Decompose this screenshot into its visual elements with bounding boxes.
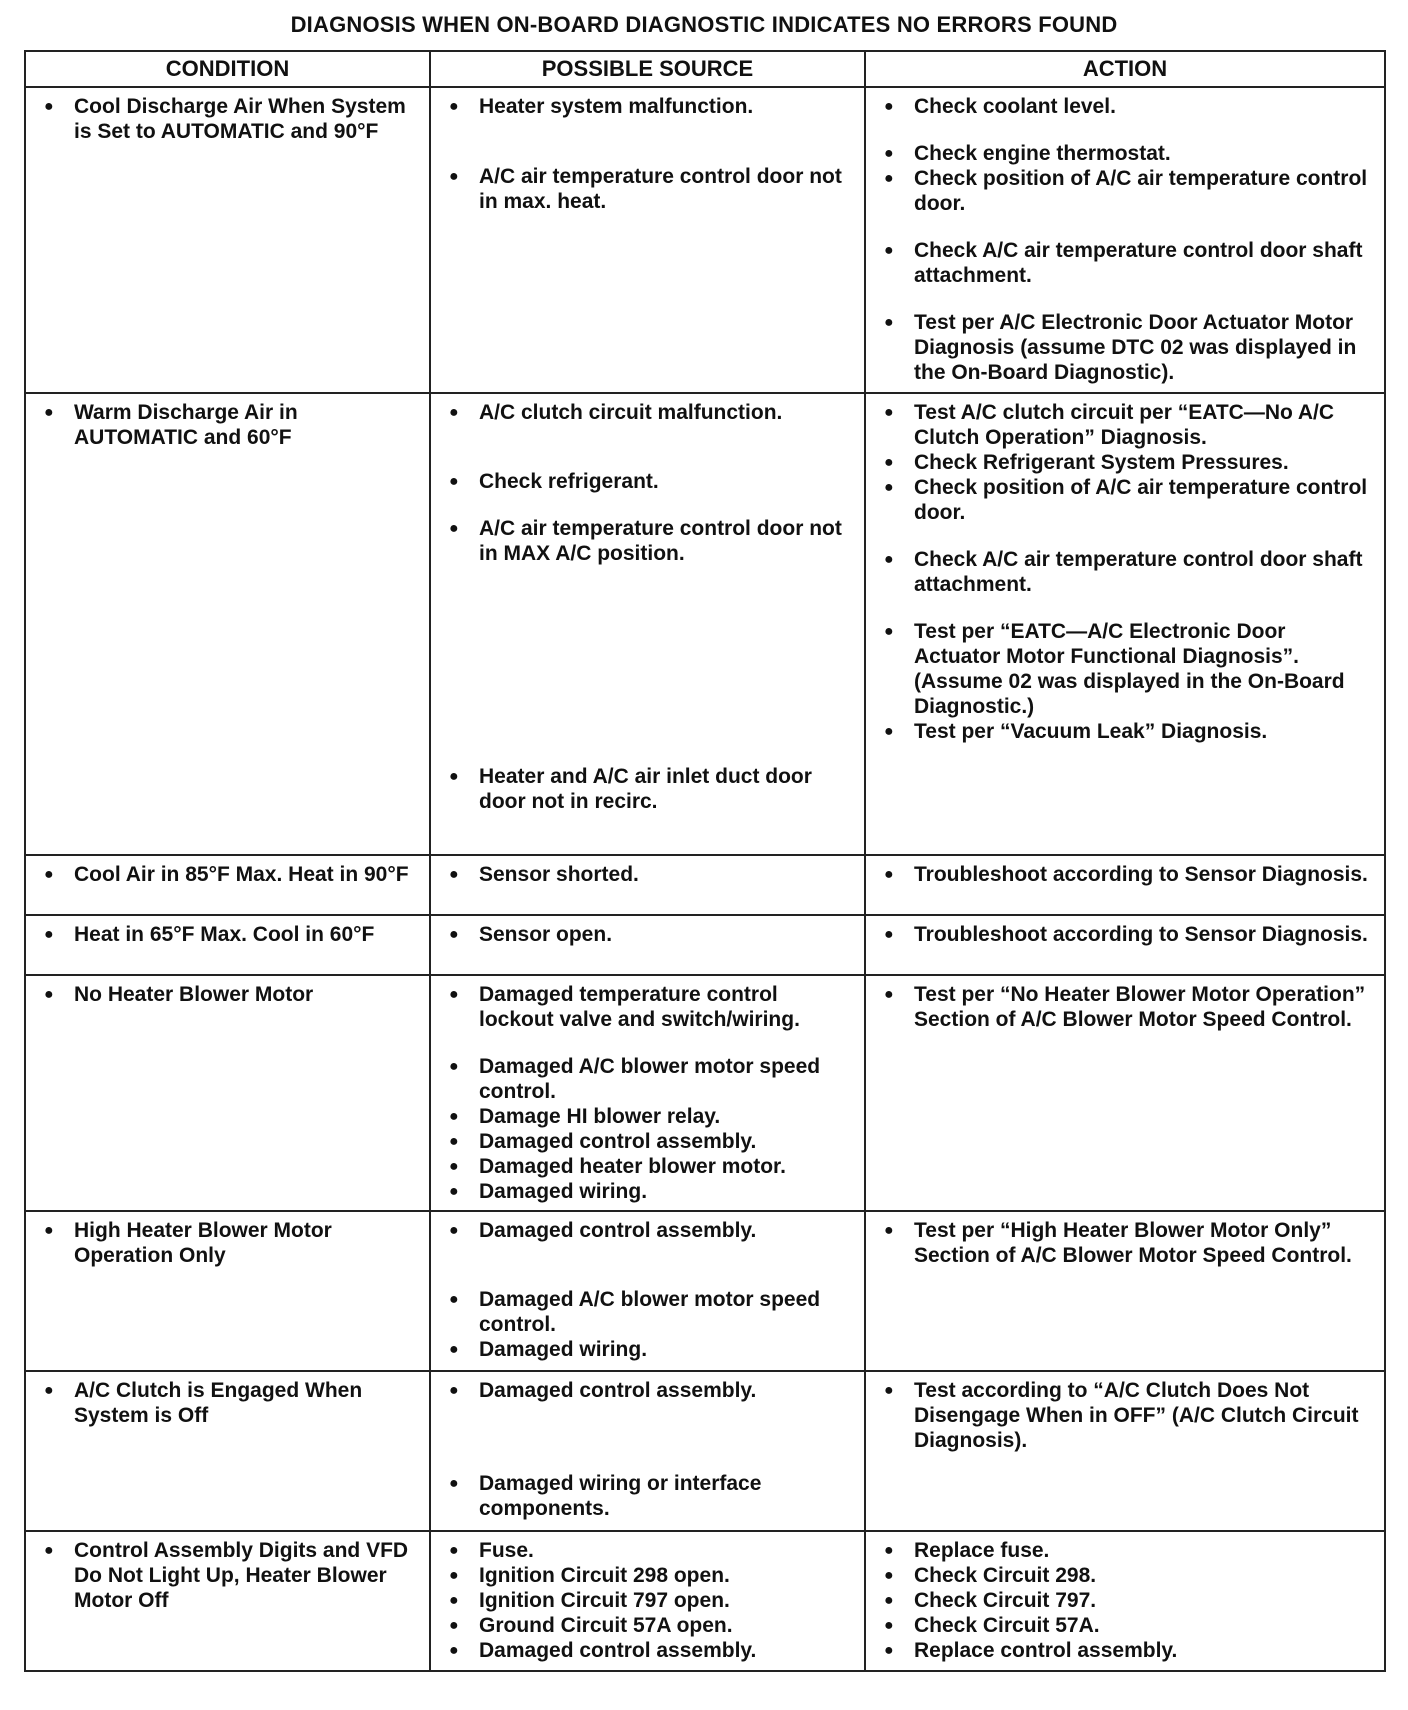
condition-cell: [25, 975, 430, 1211]
source-cell: [430, 393, 865, 855]
table-row: [25, 975, 1385, 1211]
document-title: DIAGNOSIS WHEN ON-BOARD DIAGNOSTIC INDICATES NO ERRORS FOUND: [290, 12, 1118, 37]
table-row: [25, 1531, 1385, 1671]
condition-item: ● Heat in 65°F Max. Cool in 60°F: [36, 922, 421, 947]
source-cell: [430, 1211, 865, 1371]
action-item: ● Test per A/C Electronic Door Actuator Motor Diagnosis (assume DTC 02 was displayed in the On-Board Diagnostic).: [876, 310, 1376, 385]
source-cell: [430, 1371, 865, 1531]
table-row: [25, 87, 1385, 393]
source-item: ● Damaged wiring.: [441, 1337, 856, 1362]
action-cell: [865, 393, 1385, 855]
action-item: ● Check A/C air temperature control door shaft attachment.: [876, 547, 1376, 597]
source-item: ● A/C air temperature control door not in max. heat.: [441, 164, 856, 214]
source-item: ● Damaged control assembly.: [441, 1129, 856, 1154]
source-item: ● A/C clutch circuit malfunction.: [441, 400, 856, 425]
header-row: [25, 51, 1385, 87]
condition-item: ● High Heater Blower Motor Operation Only: [36, 1218, 421, 1268]
source-item: ● Heater system malfunction.: [441, 94, 856, 119]
condition-cell: [25, 915, 430, 975]
table-row: [25, 855, 1385, 915]
action-item: ● Test according to “A/C Clutch Does Not Disengage When in OFF” (A/C Clutch Circuit Diagnosis).: [876, 1378, 1376, 1453]
action-item: ● Troubleshoot according to Sensor Diagnosis.: [876, 862, 1376, 887]
action-cell: [865, 975, 1385, 1211]
action-cell: [865, 915, 1385, 975]
header-action: ACTION: [865, 51, 1385, 87]
action-item: ● Test per “High Heater Blower Motor Only” Section of A/C Blower Motor Speed Control.: [876, 1218, 1376, 1268]
action-item: ● Check Circuit 57A.: [876, 1613, 1376, 1638]
header-condition: CONDITION: [25, 51, 430, 87]
source-cell: [430, 855, 865, 915]
condition-cell: [25, 393, 430, 855]
table-row: [25, 393, 1385, 855]
source-item: ● Damaged control assembly.: [441, 1378, 856, 1403]
action-item: ● Replace fuse.: [876, 1538, 1376, 1563]
header-possible-source: POSSIBLE SOURCE: [430, 51, 865, 87]
source-item: ● Damaged A/C blower motor speed control.: [441, 1054, 856, 1104]
source-item: ● Damaged A/C blower motor speed control.: [441, 1287, 856, 1337]
source-item: ● Ground Circuit 57A open.: [441, 1613, 856, 1638]
condition-item: ● Control Assembly Digits and VFD Do Not Light Up, Heater Blower Motor Off: [36, 1538, 421, 1613]
action-item: ● Replace control assembly.: [876, 1638, 1376, 1663]
source-item: ● Damaged temperature control lockout valve and switch/wiring.: [441, 982, 856, 1032]
source-item: ● Damaged wiring.: [441, 1179, 856, 1204]
condition-cell: [25, 1371, 430, 1531]
condition-item: ● Warm Discharge Air in AUTOMATIC and 60°F: [36, 400, 421, 450]
source-cell: [430, 1531, 865, 1671]
condition-cell: [25, 855, 430, 915]
source-item: ● Fuse.: [441, 1538, 856, 1563]
source-item: ● Check refrigerant.: [441, 469, 856, 494]
action-item: ● Test per “Vacuum Leak” Diagnosis.: [876, 719, 1376, 744]
action-item: ● Check position of A/C air temperature control door.: [876, 166, 1376, 216]
condition-cell: [25, 1531, 430, 1671]
source-item: ● Sensor shorted.: [441, 862, 856, 887]
source-cell: [430, 975, 865, 1211]
action-item: ● Check engine thermostat.: [876, 141, 1376, 166]
source-item: ● Ignition Circuit 298 open.: [441, 1563, 856, 1588]
action-cell: [865, 1211, 1385, 1371]
condition-item: ● A/C Clutch is Engaged When System is Off: [36, 1378, 421, 1428]
action-cell: [865, 855, 1385, 915]
action-item: ● Check coolant level.: [876, 94, 1376, 119]
action-item: ● Test per “No Heater Blower Motor Operation” Section of A/C Blower Motor Speed Control.: [876, 982, 1376, 1032]
source-item: ● Damaged control assembly.: [441, 1638, 856, 1663]
action-item: ● Test A/C clutch circuit per “EATC—No A/C Clutch Operation” Diagnosis.: [876, 400, 1376, 450]
action-item: ● Check Refrigerant System Pressures.: [876, 450, 1376, 475]
action-item: ● Check A/C air temperature control door shaft attachment.: [876, 238, 1376, 288]
source-cell: [430, 915, 865, 975]
action-cell: [865, 87, 1385, 393]
source-item: ● Damaged heater blower motor.: [441, 1154, 856, 1179]
condition-cell: [25, 1211, 430, 1371]
action-cell: [865, 1531, 1385, 1671]
action-cell: [865, 1371, 1385, 1531]
source-item: ● Sensor open.: [441, 922, 856, 947]
action-item: ● Troubleshoot according to Sensor Diagnosis.: [876, 922, 1376, 947]
condition-cell: [25, 87, 430, 393]
table-row: [25, 915, 1385, 975]
source-item: ● Damage HI blower relay.: [441, 1104, 856, 1129]
source-item: ● Heater and A/C air inlet duct door door not in recirc.: [441, 764, 856, 814]
source-item: ● Damaged control assembly.: [441, 1218, 856, 1243]
action-item: ● Check position of A/C air temperature control door.: [876, 475, 1376, 525]
table-row: [25, 1211, 1385, 1371]
diagnosis-table: [24, 50, 1386, 1672]
source-cell: [430, 87, 865, 393]
table-row: [25, 1371, 1385, 1531]
action-item: ● Test per “EATC—A/C Electronic Door Actuator Motor Functional Diagnosis”. (Assume 02 was displayed in the On-Board Diagnostic.): [876, 619, 1376, 719]
source-item: ● A/C air temperature control door not in MAX A/C position.: [441, 516, 856, 566]
source-item: ● Damaged wiring or interface components.: [441, 1471, 856, 1521]
condition-item: ● Cool Air in 85°F Max. Heat in 90°F: [36, 862, 421, 887]
action-item: ● Check Circuit 797.: [876, 1588, 1376, 1613]
action-item: ● Check Circuit 298.: [876, 1563, 1376, 1588]
condition-item: ● Cool Discharge Air When System is Set to AUTOMATIC and 90°F: [36, 94, 421, 144]
condition-item: ● No Heater Blower Motor: [36, 982, 421, 1007]
source-item: ● Ignition Circuit 797 open.: [441, 1588, 856, 1613]
